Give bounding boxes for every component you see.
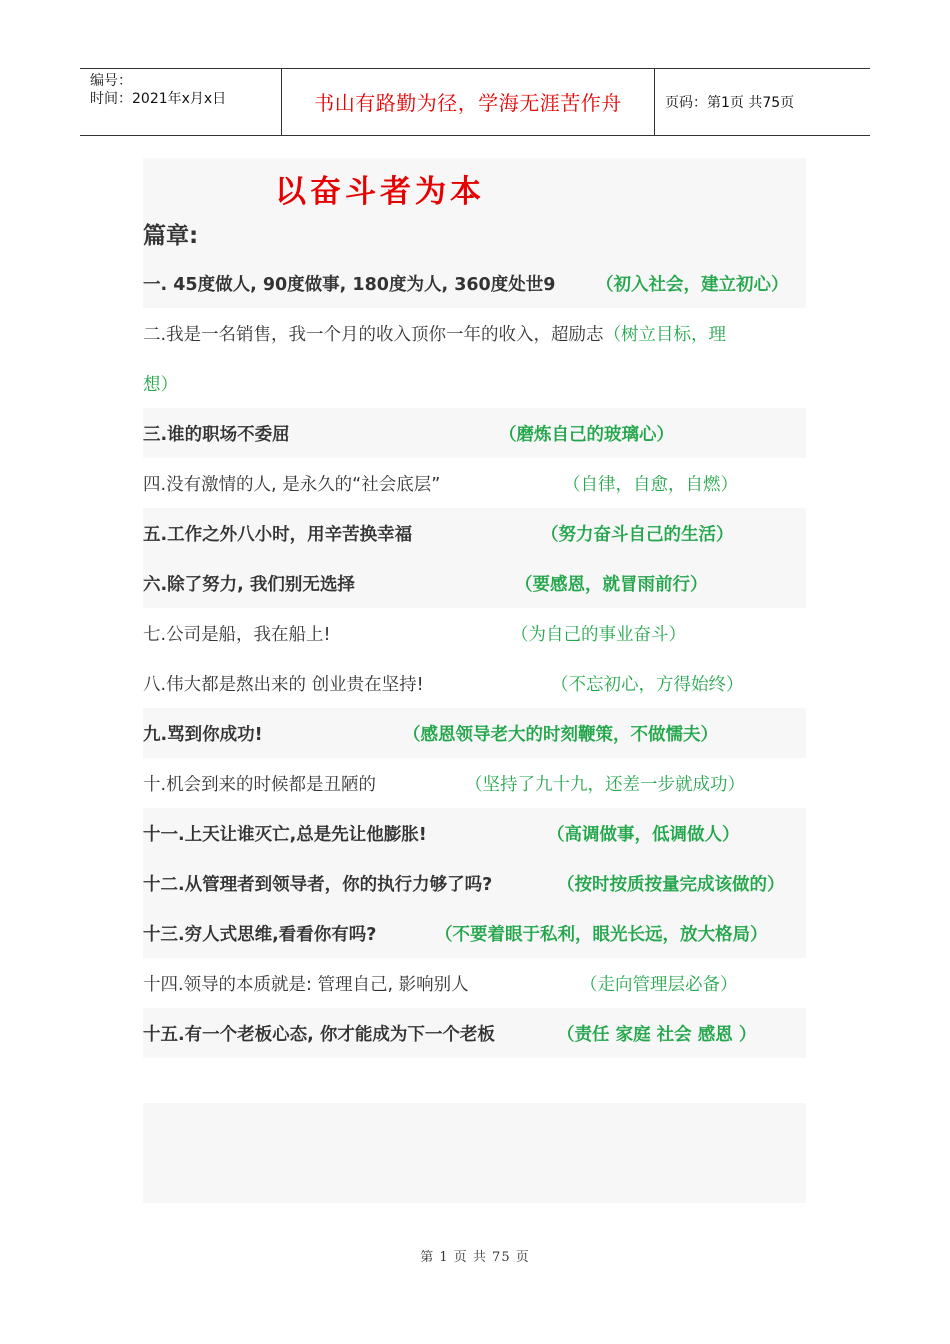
header-table <box>80 68 870 136</box>
chapter-title: 二.我是一名销售，我一个月的收入顶你一年的收入，超励志 <box>143 324 604 345</box>
chapter-title: 十.机会到来的时候都是丑陋的 <box>143 774 377 795</box>
document-title: 以奋斗者为本 <box>275 174 485 210</box>
chapter-title: 十一.上天让谁灭亡,总是先让他膨胀! <box>143 824 427 845</box>
chapter-item <box>143 608 806 658</box>
chapter-note: （责任 家庭 社会 感恩 ） <box>557 1024 757 1045</box>
chapter-item <box>143 308 806 408</box>
chapter-item <box>143 458 806 508</box>
header-page-info: 页码：第1页 共75页 <box>665 95 795 111</box>
chapter-item <box>143 958 806 1008</box>
chapter-note: （走向管理层必备） <box>580 974 738 995</box>
chapter-title: 十二.从管理者到领导者，你的执行力够了吗? <box>143 874 493 895</box>
chapter-note: （磨炼自己的玻璃心） <box>499 424 674 445</box>
chapter-note: （初入社会，建立初心） <box>596 274 789 295</box>
chapter-note: （为自己的事业奋斗） <box>511 624 686 645</box>
chapter-item <box>143 758 806 808</box>
header-meta-cell <box>80 69 282 135</box>
chapter-note: （要感恩，就冒雨前行） <box>515 574 708 595</box>
chapter-title: 十五.有一个老板心态, 你才能成为下一个老板 <box>143 1024 495 1045</box>
chapter-note: （不忘初心，方得始终） <box>551 674 744 695</box>
empty-shaded-block <box>143 1103 806 1203</box>
chapter-title: 八.伟大都是熬出来的 创业贵在坚持! <box>143 674 424 695</box>
document-body <box>143 158 806 1058</box>
chapter-title: 七.公司是船，我在船上! <box>143 624 331 645</box>
chapter-note: （按时按质按量完成该做的） <box>557 874 785 895</box>
chapter-note: （树立目标，理 <box>603 324 727 345</box>
chapter-title: 九.骂到你成功! <box>143 724 263 745</box>
chapter-item <box>143 708 806 758</box>
chapter-title: 六.除了努力, 我们别无选择 <box>143 574 355 595</box>
chapter-note: （努力奋斗自己的生活） <box>541 524 734 545</box>
chapter-title: 十三.穷人式思维,看看你有吗? <box>143 924 377 945</box>
chapter-title: 五.工作之外八小时，用辛苦换幸福 <box>143 524 413 545</box>
chapter-title: 四.没有激情的人, 是永久的“社会底层” <box>143 474 441 495</box>
chapter-note: （高调做事，低调做人） <box>547 824 740 845</box>
chapter-title: 十四.领导的本质就是: 管理自己, 影响别人 <box>143 974 469 995</box>
time-label: 时间：2021年x月x日 <box>90 91 227 107</box>
page-footer: 第 1 页 共 75 页 <box>420 1250 530 1265</box>
chapter-item <box>143 858 806 908</box>
chapter-note: （自律，自愈，自燃） <box>563 474 738 495</box>
section-heading: 篇章: <box>143 208 806 258</box>
chapter-item <box>143 808 806 858</box>
chapter-item <box>143 558 806 608</box>
chapter-note: （坚持了九十九，还差一步就成功） <box>465 774 745 795</box>
chapter-title: 一. 45度做人, 90度做事, 180度为人, 360度处世9 <box>143 274 556 295</box>
header-motto: 书山有路勤为径，学海无涯苦作舟 <box>282 69 655 135</box>
chapter-item <box>143 1008 806 1058</box>
chapter-item <box>143 408 806 458</box>
chapter-note-continued: 想） <box>143 374 178 395</box>
chapter-item <box>143 908 806 958</box>
chapter-note: （感恩领导老大的时刻鞭策，不做懦夫） <box>403 724 718 745</box>
chapter-title: 三.谁的职场不委屈 <box>143 424 290 445</box>
chapter-item <box>143 658 806 708</box>
chapter-item <box>143 258 806 308</box>
number-label: 编号： <box>90 73 132 89</box>
title-block <box>143 158 806 208</box>
chapter-note: （不要着眼于私利，眼光长远，放大格局） <box>435 924 768 945</box>
chapter-item <box>143 508 806 558</box>
